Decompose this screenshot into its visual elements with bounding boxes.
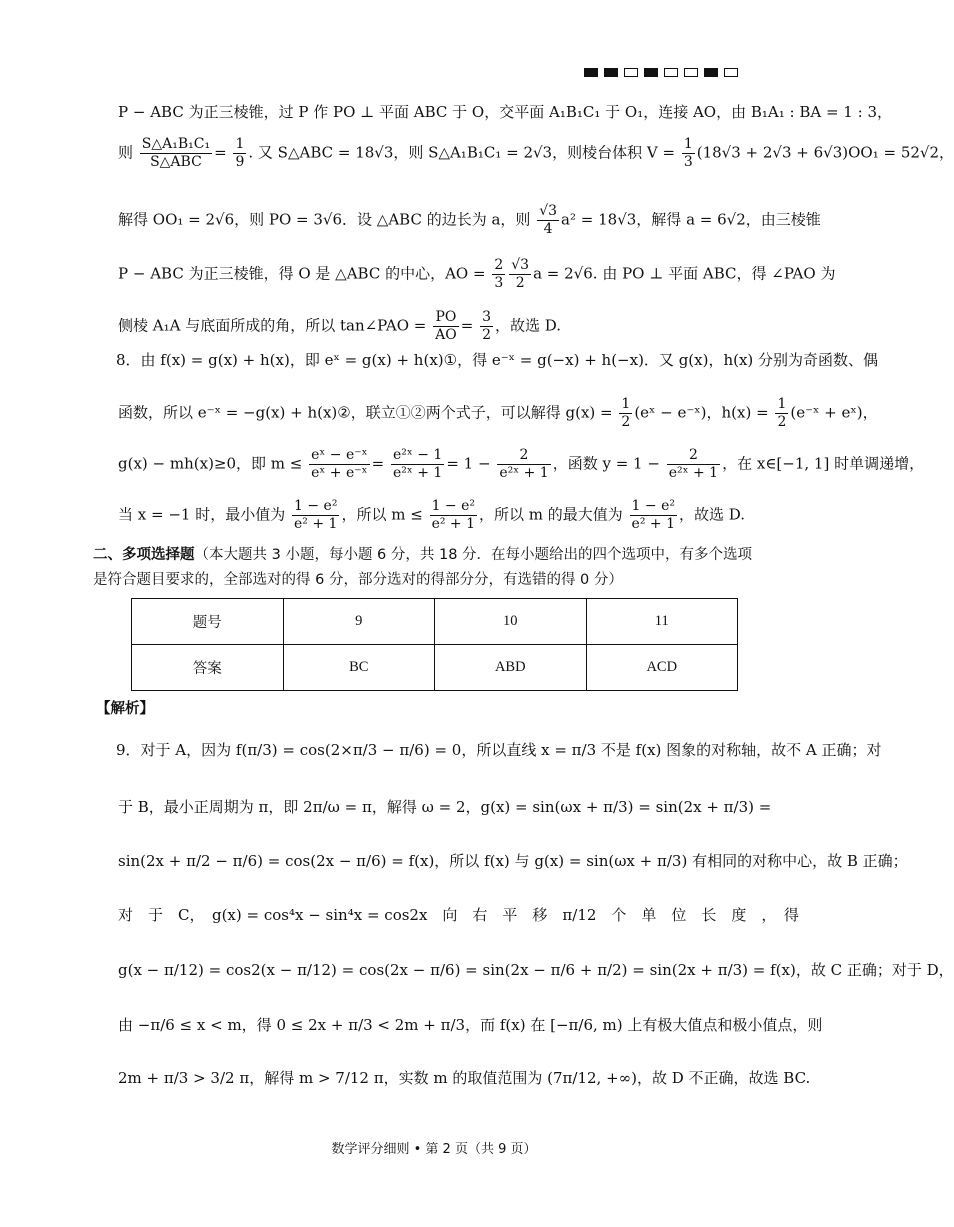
fraction: $\frac{\text{1 − e²}}{\text{e² + 1}}$ [431,498,475,532]
text: P − ABC 为正三棱锥，得 O 是 △ABC 的中心，AO = [118,264,486,283]
q8-line-3: g(x) − mh(x)≥0，即 m ≤ $\frac{\text{eˣ − e⁻ˣ}}{\text{eˣ + e⁻ˣ}}$ = $\frac{\text{e²ˣ − 1}}{\text{e²ˣ + 1}}$ = 1 − $\frac{2}{\text{e²ˣ + 1}}$ ，函数 y = 1 − $\frac{2}{\text{e²ˣ + 1}}$ ，在 x∈[−1, 1] 时单调递增， [118,447,925,481]
text: ，所以 m ≤ [341,505,423,524]
fraction: $\frac{\text{1 − e²}}{\text{e² + 1}}$ [294,498,338,532]
fraction: $\frac{1}{3}$ [683,136,693,170]
q9-line-2: 于 B，最小正周期为 π，即 2π/ω = π，解得 ω = 2，g(x) = sin(ωx + π/3) = sin(2x + π/3) = [118,798,772,816]
fraction: $\frac{2}{\text{e²ˣ + 1}}$ [499,447,549,481]
table-cell: ABD [435,645,587,691]
marker-square [724,68,738,77]
section-desc-2: 是符合题目要求的，全部选对的得 6 分，部分选对的得部分分，有选错的得 0 分） [93,572,623,588]
marker-square [604,68,618,77]
table-cell: 题号 [132,599,284,645]
fraction: $\frac{1}{2}$ [621,396,631,430]
page-markers [584,68,738,77]
q9-line-6: 由 −π/6 ≤ x < m，得 0 ≤ 2x + π/3 < 2m + π/3，而 f(x) 在 [−π/6, m) 上有极大值点和极小值点，则 [118,1016,823,1034]
table-cell: ACD [586,645,738,691]
table-cell: BC [283,645,435,691]
section-heading [93,543,752,564]
q8-line-2 [118,396,878,431]
text: ，所以 m 的最大值为 [479,505,623,524]
table-cell: 10 [435,599,587,645]
marker-square [584,68,598,77]
text: 解得 OO₁ = 2√6，则 PO = 3√6．设 △ABC 的边长为 a，则 [118,210,531,229]
fraction: $\frac{√3}{4}$ [539,203,558,237]
text: (18√3 + 2√3 + 6√3)OO₁ = 52√2， [696,143,954,162]
text: a = 2√6. 由 PO ⊥ 平面 ABC，得 ∠PAO 为 [533,264,836,283]
q7-line-5: 侧棱 A₁A 与底面所成的角，所以 tan∠PAO = $\frac{PO}{AO}$ = $\frac{3}{2}$ ，故选 D. [118,309,562,343]
table-row [132,599,738,645]
table-cell: 答案 [132,645,284,691]
text: . 又 S△ABC = 18√3，则 S△A₁B₁C₁ = 2√3，则棱台体积 V = [248,143,680,162]
fraction: $\frac{2}{\text{e²ˣ + 1}}$ [668,447,719,481]
q8-line-4 [118,498,798,533]
text: = 1 − [446,454,491,473]
text: ，在 x∈[−1, 1] 时单调递增， [722,454,925,473]
text: 函数，所以 e⁻ˣ = −g(x) + h(x)②，联立①②两个式子，可以解得 g(x) = [118,403,613,422]
q9-line-4: 对 于 C， g(x) = cos⁴x − sin⁴x = cos2x 向 右 平 移 π/12 个 单 位 长 度 ， 得 [118,906,799,924]
section-desc: （本大题共 3 小题，每小题 6 分，共 18 分．在每小题给出的四个选项中，有多个选项 [194,547,753,563]
text: ，故选 D. [495,316,562,335]
marker-square [684,68,698,77]
text: ，函数 y = 1 − [552,454,660,473]
q8-line-1: 8．由 f(x) = g(x) + h(x)，即 eˣ = g(x) + h(x)①，得 e⁻ˣ = g(−x) + h(−x)．又 g(x)，h(x) 分别为奇函数、偶 [116,351,879,369]
text: ，故选 D. [678,505,746,524]
marker-square [644,68,658,77]
q7-line-4 [118,257,836,292]
table-cell: 9 [283,599,435,645]
text: 侧棱 A₁A 与底面所成的角，所以 tan∠PAO = [118,316,427,335]
marker-square [704,68,718,77]
q9-line-7: 2m + π/3 > 3/2 π，解得 m > 7/12 π，实数 m 的取值范围为 (7π/12, +∞)，故 D 不正确，故选 BC. [118,1069,811,1087]
fraction: $\frac{√3}{2}$ [511,257,530,291]
fraction: $\frac{\text{1 − e²}}{\text{e² + 1}}$ [631,498,675,532]
section-title: 二、多项选择题 [93,547,195,563]
text: g(x) − mh(x)≥0，即 m ≤ [118,454,303,473]
fraction: $\frac{\text{e²ˣ − 1}}{\text{e²ˣ + 1}}$ [392,447,443,481]
text: 当 x = −1 时，最小值为 [118,505,286,524]
fraction: $\frac{PO}{AO}$ [435,309,457,343]
q7-line-2: 则 $\frac{\text{S△A₁B₁C₁}}{\text{S△ABC}}$ = $\frac{1}{9}$ . 又 S△ABC = 18√3，则 S△A₁B₁C₁ = 2√3，则棱台体积 V = $\frac{1}{3}$ (18√3 + 2√3 + 6√3)OO₁ = 52√2， [118,136,954,170]
q9-line-5: g(x − π/12) = cos2(x − π/12) = cos(2x − π/6) = sin(2x − π/6 + π/2) = sin(2x + π/3) = f(x)，故 C 正确；对于 D， [118,961,954,979]
fraction: $\frac{\text{S△A₁B₁C₁}}{\text{S△ABC}}$ [141,136,211,170]
table-cell: 11 [586,599,738,645]
q7-line-3 [118,203,821,238]
marker-square [664,68,678,77]
fraction: $\frac{2}{3}$ [494,257,504,291]
text: 则 [118,143,134,162]
fraction: $\frac{1}{2}$ [777,396,787,430]
page-footer: 数学评分细则 • 第 2 页（共 9 页） [331,1142,537,1157]
q9-line-1: 9．对于 A，因为 f(π/3) = cos(2×π/3 − π/6) = 0，所以直线 x = π/3 不是 f(x) 图象的对称轴，故不 A 正确；对 [116,741,882,759]
analysis-heading: 【解析】 [96,701,154,717]
marker-square [624,68,638,77]
text: (eˣ − e⁻ˣ)，h(x) = [634,403,769,422]
fraction: $\frac{1}{9}$ [235,136,245,170]
fraction: $\frac{\text{eˣ − e⁻ˣ}}{\text{eˣ + e⁻ˣ}}$ [311,447,368,481]
text: a² = 18√3，解得 a = 6√2，由三棱锥 [561,210,821,229]
q7-line-1: P − ABC 为正三棱锥，过 P 作 PO ⊥ 平面 ABC 于 O，交平面 A₁B₁C₁ 于 O₁，连接 AO，由 B₁A₁ : BA = 1 : 3， [118,103,892,121]
table-row [132,645,738,691]
text: (e⁻ˣ + eˣ)， [790,403,878,422]
fraction: $\frac{3}{2}$ [482,309,492,343]
q9-line-3: sin(2x + π/2 − π/6) = cos(2x − π/6) = f(x)，所以 f(x) 与 g(x) = sin(ωx + π/3) 有相同的对称中心，故 B 正确； [118,852,908,870]
answer-table [131,598,738,691]
